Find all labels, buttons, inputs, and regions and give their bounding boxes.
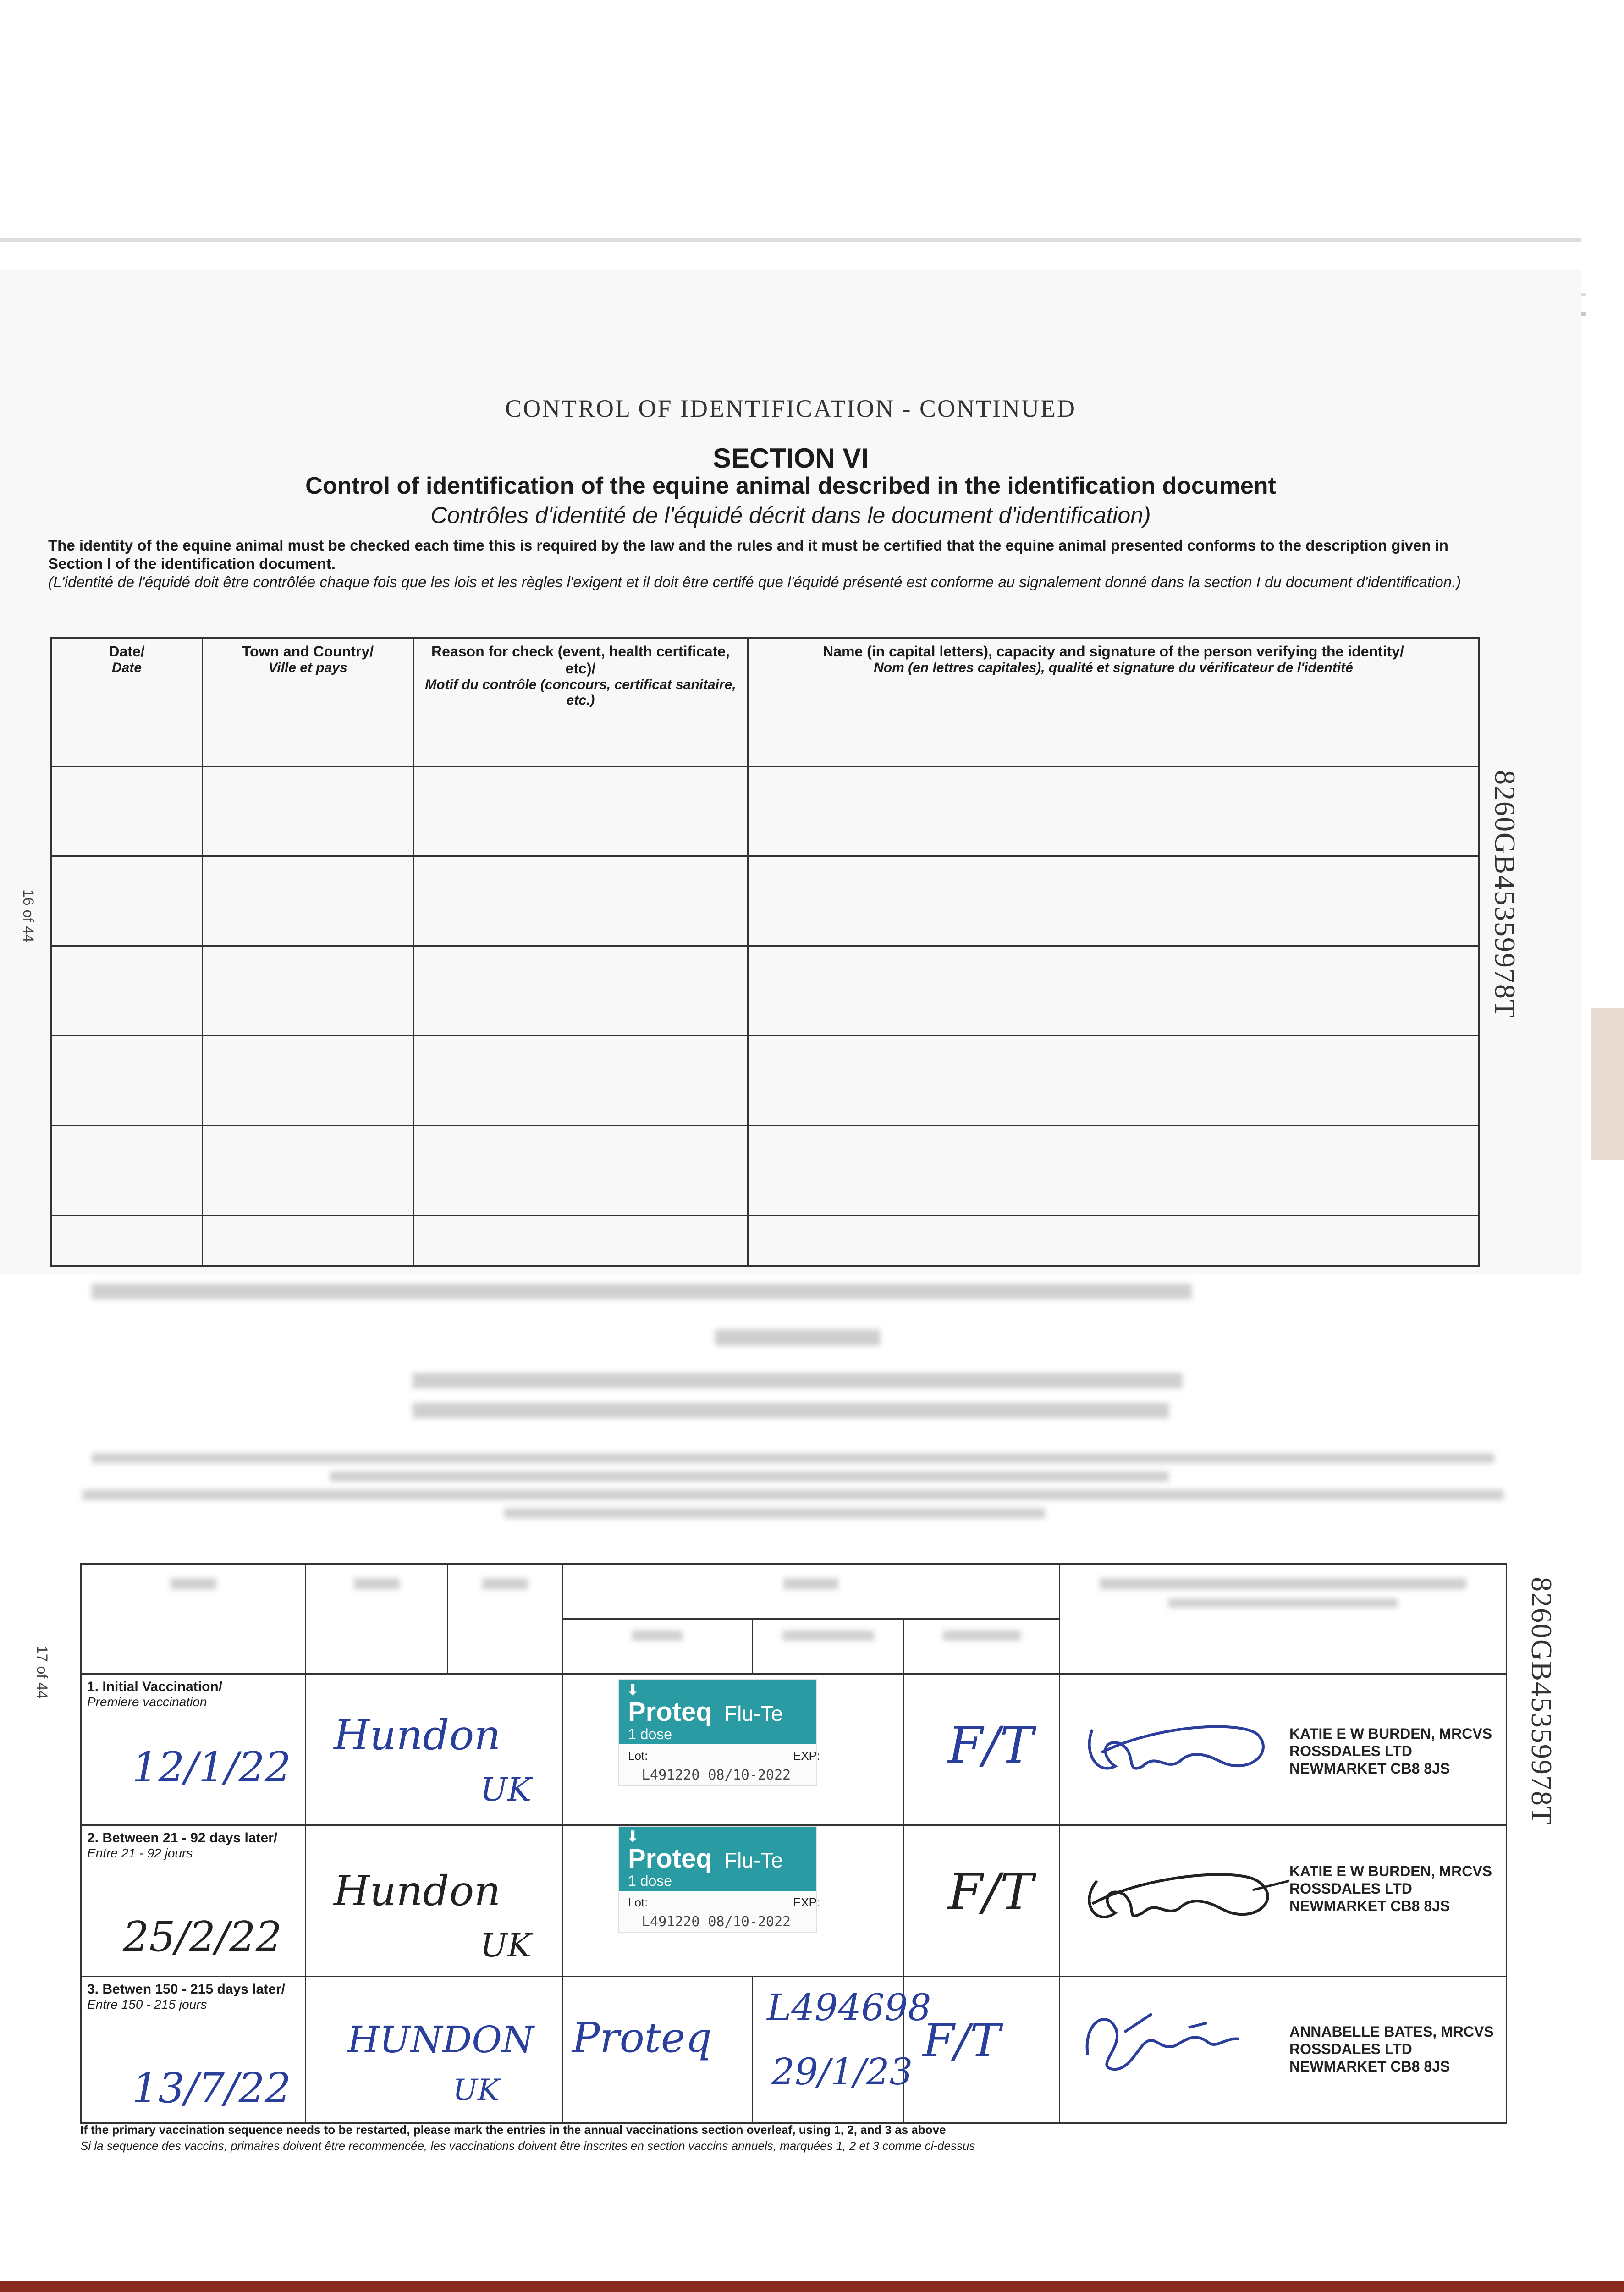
row-label-fr: Entre 150 - 215 jours [87, 1997, 207, 2011]
footnote-en: If the primary vaccination sequence needs to be restarted, please mark the entries in the annual vaccinations section overleaf, using 1, 2, and 3 as above [80, 2123, 946, 2137]
section-title: SECTION VI [712, 443, 869, 474]
arrow-down-icon: ⬇ [626, 1681, 639, 1699]
date-handwritten: 13/7/22 [132, 2064, 291, 2112]
arrow-down-icon: ⬇ [626, 1828, 639, 1846]
blurred-heading [413, 1403, 1169, 1418]
vaccination-table [80, 1563, 1507, 2124]
blurred-heading [413, 1373, 1183, 1388]
col-date-header: Date/ Date [51, 638, 203, 766]
table-row [51, 1216, 1479, 1266]
intro-en: The identity of the equine animal must be checked each time this is required by the law and the rules and it must be certified that the equine animal presented conforms to the description given in Section I of the identification document. [48, 537, 1448, 572]
col-name-header: Name (in capital letters), capacity and signature of the person verifying the identity/ Nom (en lettres capitales), qualité et signature du vérificateur de l'identité [748, 638, 1479, 766]
place-handwritten: Hundon [334, 1711, 501, 1759]
row-label: 1. Initial Vaccination/ [87, 1679, 223, 1694]
page-edge [0, 238, 1581, 242]
batch-number: L491220 08/10-2022 [642, 1767, 791, 1783]
row-label-fr: Premiere vaccination [87, 1695, 207, 1709]
vet-signature [1069, 1858, 1289, 1940]
disease-handwritten: F/T [923, 2014, 1001, 2067]
country-handwritten: UK [453, 2073, 500, 2107]
running-header: CONTROL OF IDENTIFICATION - CONTINUED [505, 395, 1076, 422]
scan-border [0, 2281, 1624, 2292]
intro-fr: (L'identité de l'équidé doit être contrôlée chaque fois que les lois et les règles l'exigent et il doit être certifé que l'équidé présenté est conforme au signalement donné dans la section I du document d'identification.) [48, 573, 1461, 590]
vet-stamp: KATIE E W BURDEN, MRCVS ROSSDALES LTD NEWMARKET CB8 8JS [1289, 1725, 1492, 1777]
vaccination-row [81, 1674, 1507, 1825]
row-label-fr: Entre 21 - 92 jours [87, 1846, 193, 1860]
table-row [51, 946, 1479, 1036]
vet-stamp: ANNABELLE BATES, MRCVS ROSSDALES LTD NEWMARKET CB8 8JS [1289, 2023, 1494, 2075]
vaccine-handwritten: Proteq [572, 2014, 712, 2062]
blurred-paragraph [330, 1471, 1169, 1482]
identification-table [50, 637, 1480, 1267]
row-label: 2. Between 21 - 92 days later/ [87, 1830, 278, 1846]
place-handwritten: Hundon [334, 1867, 501, 1915]
col-reason-header: Reason for check (event, health certificate, etc)/ Motif du contrôle (concours, certificat sanitaire, etc.) [413, 638, 748, 766]
section-heading-en: Control of identification of the equine animal described in the identification document [305, 473, 1276, 499]
vaccine-label-sticker: ⬇ Proteq Flu-Te 1 dose Lot: EXP: L491220 08/10-2022 [618, 1826, 817, 1933]
page-tab [1591, 1008, 1624, 1160]
table-header-row [81, 1564, 1507, 1619]
blurred-paragraph [92, 1453, 1494, 1463]
date-handwritten: 12/1/22 [132, 1743, 291, 1791]
blurred-header [92, 1284, 1192, 1299]
table-header-row [51, 638, 1479, 766]
blurred-paragraph [504, 1508, 1045, 1518]
disease-handwritten: F/T [948, 1716, 1034, 1774]
col-town-header: Town and Country/ Ville et pays [203, 638, 413, 766]
blurred-paragraph [83, 1490, 1503, 1500]
place-handwritten: HUNDON [347, 2018, 534, 2061]
page-number: 16 of 44 [20, 889, 37, 942]
vet-signature [1074, 1711, 1285, 1789]
vet-stamp: KATIE E W BURDEN, MRCVS ROSSDALES LTD NEWMARKET CB8 8JS [1289, 1863, 1492, 1914]
table-row [51, 1036, 1479, 1126]
vaccine-label-sticker: ⬇ Proteq Flu-Te 1 dose Lot: EXP: L491220 08/10-2022 [618, 1679, 817, 1786]
table-row [51, 1126, 1479, 1216]
batch-expiry-handwritten: 29/1/23 [771, 2050, 913, 2093]
date-handwritten: 25/2/22 [123, 1913, 282, 1961]
section-heading-fr: Contrôles d'identité de l'équidé décrit dans le document d'identification) [430, 502, 1151, 528]
vet-signature [1069, 1995, 1280, 2087]
batch-number: L491220 08/10-2022 [642, 1914, 791, 1930]
disease-handwritten: F/T [948, 1862, 1034, 1921]
table-row [51, 766, 1479, 856]
country-handwritten: UK [480, 1927, 532, 1964]
vaccination-row [81, 1825, 1507, 1977]
document-id: 8260GB45359978T [1525, 1577, 1558, 1825]
country-handwritten: UK [480, 1771, 532, 1808]
vaccination-row [81, 1977, 1507, 2123]
batch-handwritten: L494698 [767, 1986, 931, 2029]
document-id: 8260GB45359978T [1489, 770, 1521, 1019]
row-label: 3. Betwen 150 - 215 days later/ [87, 1982, 285, 1997]
table-row [51, 856, 1479, 946]
footnote-fr: Si la sequence des vaccins, primaires doivent être recommencée, les vaccinations doivent être inscrites en section vaccins annuels, marquées 1, 2 et 3 comme ci-dessus [80, 2139, 975, 2153]
blurred-section-title [715, 1329, 880, 1346]
page-number: 17 of 44 [34, 1646, 50, 1699]
